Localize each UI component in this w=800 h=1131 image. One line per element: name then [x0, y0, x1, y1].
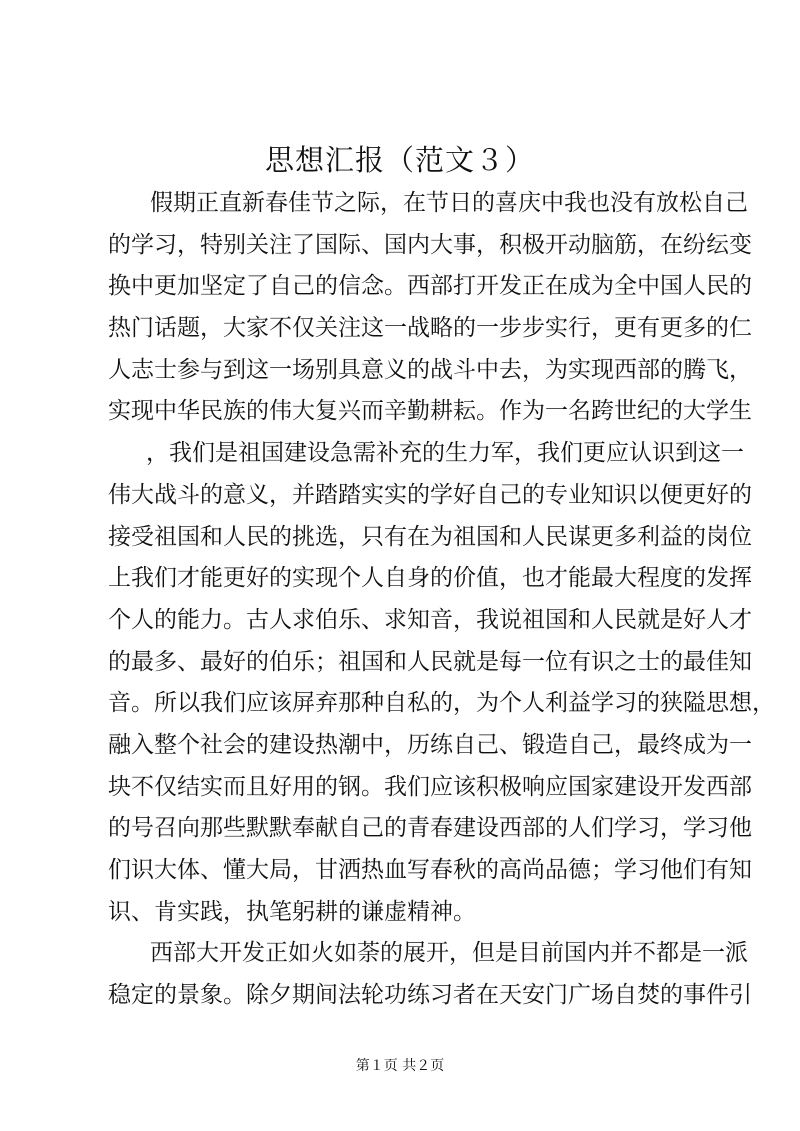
text-line: 接受祖国和人民的挑选，只有在为祖国和人民谋更多利益的岗位 — [108, 523, 752, 550]
text-line: 们识大体、懂大局，甘洒热血写春秋的高尚品德；学习他们有知 — [108, 857, 752, 883]
text-line: 个人的能力。古人求伯乐、求知音，我说祖国和人民就是好人才 — [108, 606, 752, 633]
text-line: 上我们才能更好的实现个人自身的价值，也才能最大程度的发挥 — [108, 565, 752, 592]
text-line: 热门话题，大家不仅关注这一战略的一步步实行，更有更多的仁 — [108, 315, 752, 342]
text-line: 西部大开发正如火如荼的展开，但是目前国内并不都是一派 — [150, 940, 748, 967]
text-line: 人志士参与到这一场别具意义的战斗中去，为实现西部的腾飞， — [108, 356, 752, 383]
document-body — [108, 183, 775, 1017]
page-number-footer: 第１页 共２页 — [355, 1058, 445, 1074]
text-line: ，我们是祖国建设急需补充的生力军，我们更应认识到这一 — [146, 440, 744, 467]
text-line: 块不仅结实而且好用的钢。我们应该积极响应国家建设开发西部 — [108, 773, 752, 800]
text-line: 融入整个社会的建设热潮中，历练自己、锻造自己，最终成为一 — [108, 731, 752, 758]
text-line: 的学习，特别关注了国际、国内大事，积极开动脑筋，在纷纭变 — [108, 231, 752, 258]
text-line: 音。所以我们应该屏弃那种自私的，为个人利益学习的狭隘思想， — [108, 690, 775, 717]
text-line: 假期正直新春佳节之际，在节日的喜庆中我也没有放松自己 — [150, 190, 748, 216]
text-line: 换中更加坚定了自己的信念。西部打开发正在成为全中国人民的 — [108, 273, 752, 300]
document-title: 思想汇报（范文３） — [264, 143, 535, 177]
text-line: 伟大战斗的意义，并踏踏实实的学好自己的专业知识以便更好的 — [108, 481, 752, 508]
text-line: 的最多、最好的伯乐；祖国和人民就是每一位有识之士的最佳知 — [108, 648, 752, 675]
text-line: 稳定的景象。除夕期间法轮功练习者在天安门广场自焚的事件引 — [108, 982, 752, 1009]
text-line: 识、肯实践，执笔躬耕的谦虚精神。 — [108, 898, 476, 925]
text-line: 实现中华民族的伟大复兴而辛勤耕耘。作为一名跨世纪的大学生 — [108, 398, 752, 425]
text-line: 的号召向那些默默奉献自己的青春建设西部的人们学习，学习他 — [108, 815, 752, 842]
